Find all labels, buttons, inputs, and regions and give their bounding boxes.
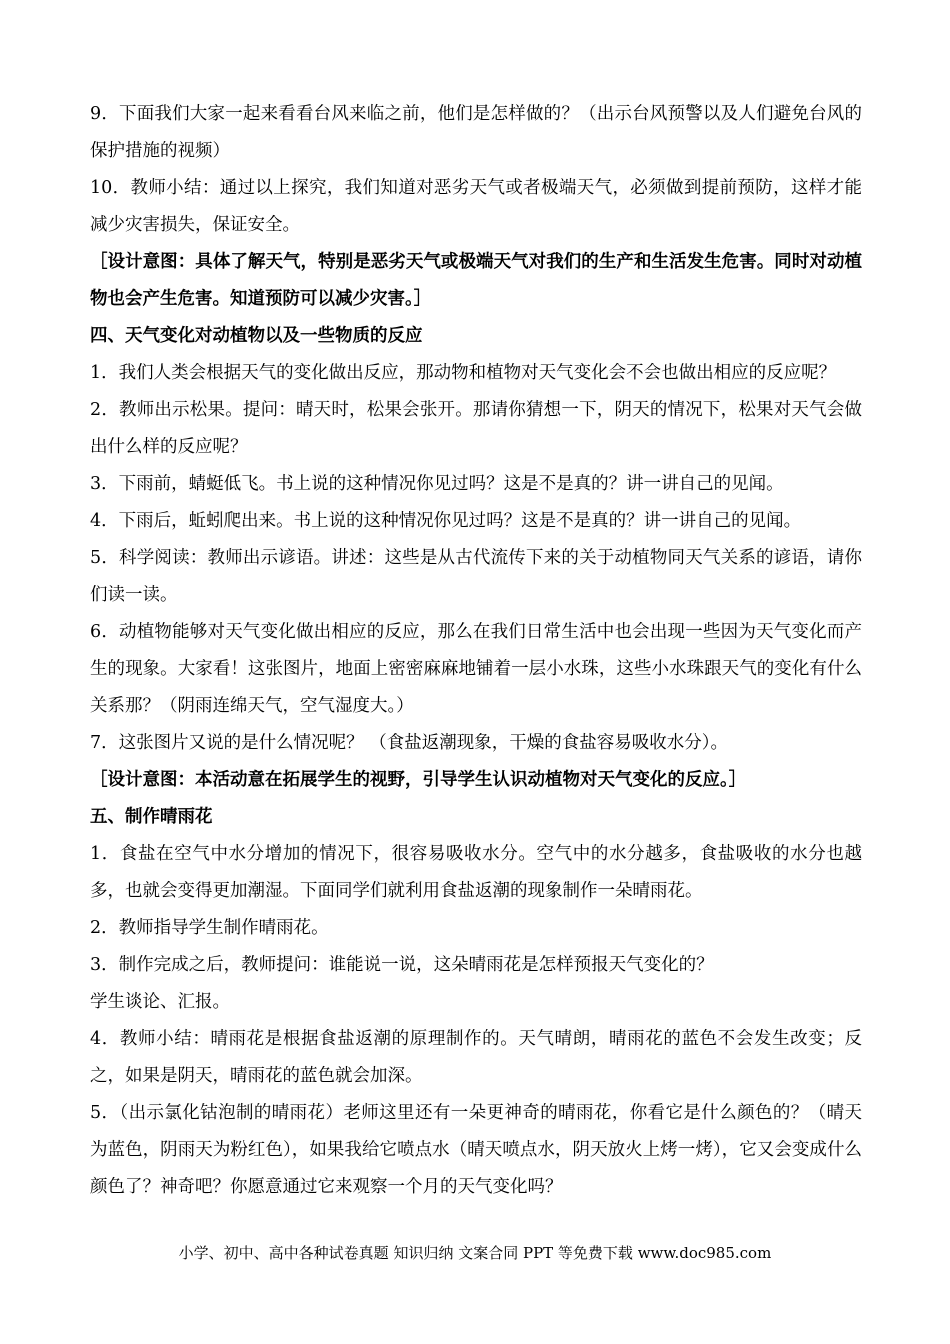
s4-item-4: 4．下雨后，蚯蚓爬出来。书上说的这种情况你见过吗？这是不是真的？讲一讲自己的见闻。 <box>90 511 802 531</box>
design-intent-3: ［设计意图：具体了解天气，特别是恶劣天气或极端天气对我们的生产和生活发生危害。同时对动植物也会产生危害。知道预防可以减少灾害。］ <box>90 252 862 309</box>
s5-student-note: 学生谈论、汇报。 <box>90 992 230 1012</box>
s5-item-4: 4．教师小结：晴雨花是根据食盐返潮的原理制作的。天气晴朗，晴雨花的蓝色不会发生改变；反之，如果是阴天，晴雨花的蓝色就会加深。 <box>90 1029 862 1086</box>
item-10: 10．教师小结：通过以上探究，我们知道对恶劣天气或者极端天气，必须做到提前预防，这样才能减少灾害损失，保证安全。 <box>90 178 862 235</box>
footer-text: 小学、初中、高中各种试卷真题 知识归纳 文案合同 PPT 等免费下载 www.doc985.com <box>178 1244 772 1262</box>
s4-item-7: 7．这张图片又说的是什么情况呢？ （食盐返潮现象，干燥的食盐容易吸收水分）。 <box>90 733 728 753</box>
document-body <box>90 96 862 1206</box>
s4-item-5: 5．科学阅读：教师出示谚语。讲述：这些是从古代流传下来的关于动植物同天气关系的谚语，请你们读一读。 <box>90 548 862 605</box>
s4-item-1: 1．我们人类会根据天气的变化做出反应，那动物和植物对天气变化会不会也做出相应的反应呢？ <box>90 363 837 383</box>
design-intent-4: ［设计意图：本活动意在拓展学生的视野，引导学生认识动植物对天气变化的反应。］ <box>90 770 747 790</box>
s4-item-2: 2．教师出示松果。提问：晴天时，松果会张开。那请你猜想一下，阴天的情况下，松果对天气会做出什么样的反应呢？ <box>90 400 862 457</box>
s4-item-3: 3．下雨前，蜻蜓低飞。书上说的这种情况你见过吗？这是不是真的？讲一讲自己的见闻。 <box>90 474 784 494</box>
section-5-heading: 五、制作晴雨花 <box>90 807 213 827</box>
page-footer <box>0 1243 950 1263</box>
s4-item-6: 6．动植物能够对天气变化做出相应的反应，那么在我们日常生活中也会出现一些因为天气变化而产生的现象。大家看！这张图片，地面上密密麻麻地铺着一层小水珠，这些小水珠跟天气的变化有什么关系那？（阴雨连绵天气，空气湿度大。） <box>90 622 862 716</box>
section-4-heading: 四、天气变化对动植物以及一些物质的反应 <box>90 326 423 346</box>
item-9: 9．下面我们大家一起来看看台风来临之前，他们是怎样做的？（出示台风预警以及人们避免台风的保护措施的视频） <box>90 104 862 161</box>
s5-item-3: 3．制作完成之后，教师提问：谁能说一说，这朵晴雨花是怎样预报天气变化的？ <box>90 955 714 975</box>
s5-item-2: 2．教师指导学生制作晴雨花。 <box>90 918 329 938</box>
s5-item-1: 1．食盐在空气中水分增加的情况下，很容易吸收水分。空气中的水分越多，食盐吸收的水分也越多，也就会变得更加潮湿。下面同学们就利用食盐返潮的现象制作一朵晴雨花。 <box>90 844 862 901</box>
s5-item-5: 5．（出示氯化钴泡制的晴雨花）老师这里还有一朵更神奇的晴雨花，你看它是什么颜色的？（晴天为蓝色，阴雨天为粉红色），如果我给它喷点水（晴天喷点水，阴天放火上烤一烤），它又会变成什么颜色了？神奇吧？你愿意通过它来观察一个月的天气变化吗？ <box>90 1103 862 1197</box>
